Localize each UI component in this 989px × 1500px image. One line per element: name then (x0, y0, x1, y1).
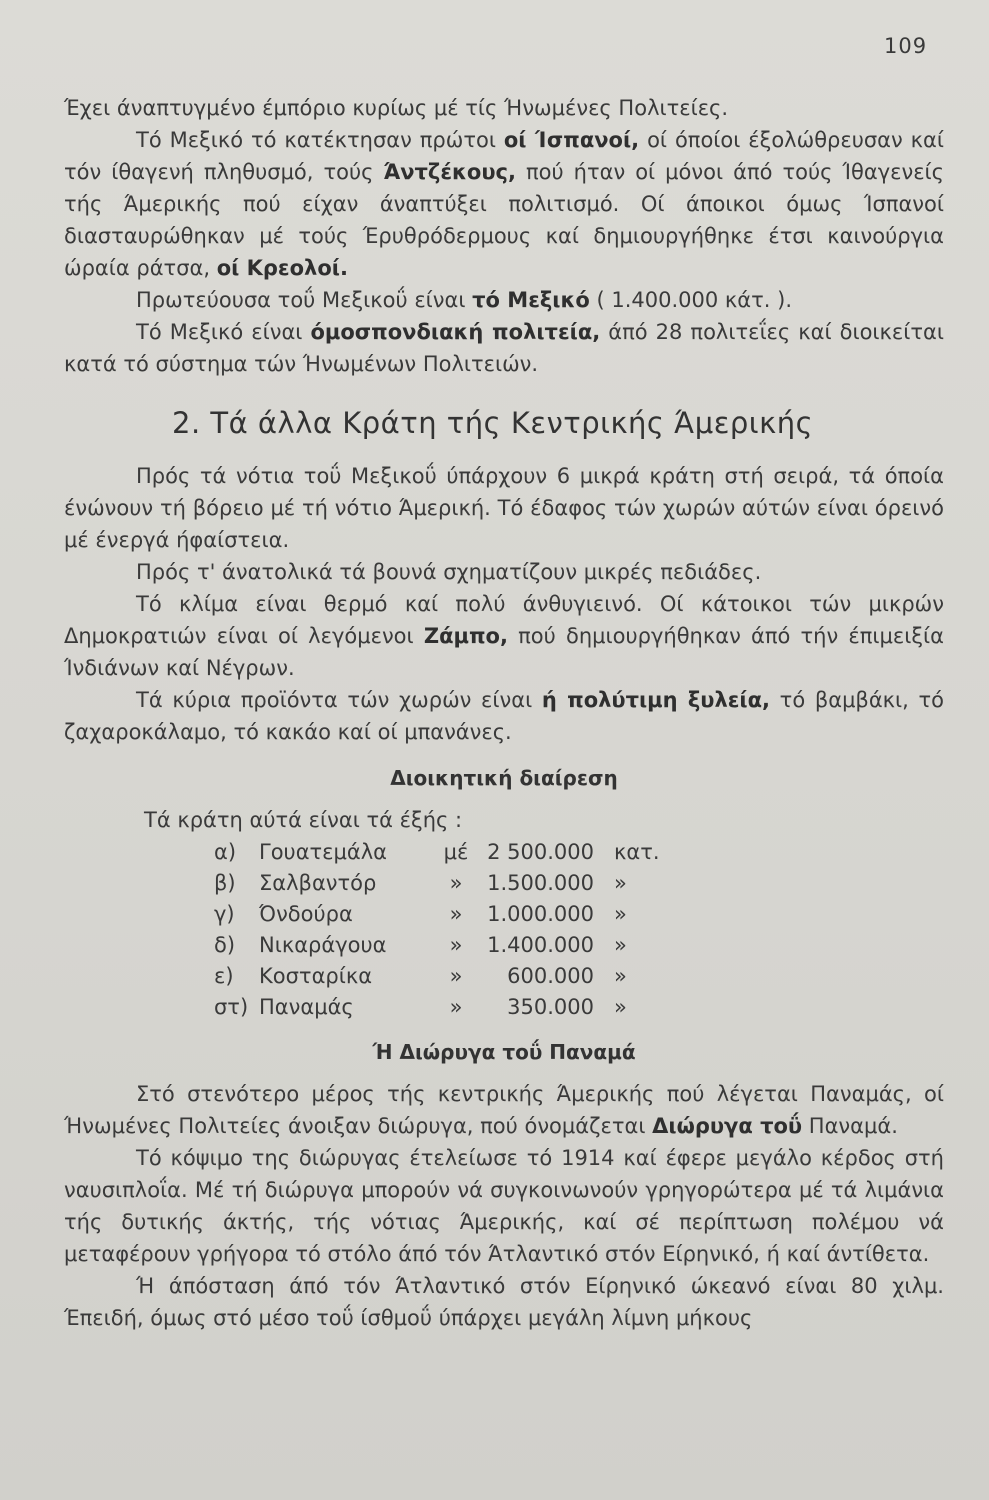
paragraph-trade: Έχει άναπτυγμένο έμπόριο κυρίως μέ τίς Ήνωμένες Πολιτείες. (64, 96, 729, 120)
table-row: γ) Όνδούρα » 1.000.000 » (214, 901, 627, 926)
emphasis-spaniards: οί Ίσπανοί, (503, 128, 640, 152)
emphasis-capital: τό Μεξικό (472, 288, 590, 312)
section-title: 2. Τά άλλα Κράτη τής Κεντρικής Άμερικής (172, 406, 814, 440)
admin-heading: Διοικητική διαίρεση (390, 766, 618, 790)
emphasis-aztecs: Άντζέκους, (383, 160, 516, 184)
table-row: στ) Παναμάς » 350.000 » (214, 994, 627, 1019)
paragraph-products: Τά κύρια προϊόντα τών χωρών είναι ή πολύτιμη ξυλεία, τό βαμβάκι, τό ζαχαροκάλαμο, τό κακάο καί οί μπανάνες. (64, 688, 944, 744)
page-content (64, 92, 944, 1334)
paragraph-capital: Πρωτεύουσα τοΰ Μεξικοΰ είναι τό Μεξικό ( 1.400.000 κάτ. ). (136, 288, 793, 312)
panama-heading: Ή Διώρυγα τοΰ Παναμά (372, 1040, 636, 1064)
paragraph-location: Πρός τά νότια τοΰ Μεξικοΰ ύπάρχουν 6 μικρά κράτη στή σειρά, τά όποία ένώνουν τή βόρειο μέ τή νότιο Άμερική. Τό έδαφος τών χωρών αύτών είναι όρεινό μέ ένεργά ήφαίστεια. (64, 464, 944, 552)
table-row: ε) Κοσταρίκα » 600.000 » (214, 963, 627, 988)
paragraph-federation: Τό Μεξικό είναι όμοσπονδιακή πολιτεία, άπό 28 πολιτεΐες καί διοικείται κατά τό σύστημα τών Ήνωμένων Πολιτειών. (64, 320, 944, 376)
admin-intro: Τά κράτη αύτά είναι τά έξής : (144, 808, 463, 832)
table-row: β) Σαλβαντόρ » 1.500.000 » (214, 870, 627, 895)
page-number: 109 (884, 34, 928, 58)
table-row: δ) Νικαράγουα » 1.400.000 » (214, 932, 627, 957)
emphasis-canal: Διώρυγα τοΰ (652, 1114, 803, 1138)
paragraph-climate: Τό κλίμα είναι θερμό καί πολύ άνθυγιεινό. Οί κάτοικοι τών μικρών Δημοκρατιών είναι οί λεγόμενοι Ζάμπο, πού δημιουργήθηκαν άπό τήν έπιμειξία Ίνδιάνων καί Νέγρων. (64, 592, 944, 680)
paragraph-conquest: Τό Μεξικό τό κατέκτησαν πρώτοι οί Ίσπανοί, οί όποίοι έξολώθρευσαν καί τόν ίθαγενή πληθυσμό, τούς Άντζέκους, πού ήταν οί μόνοι άπό τούς Ίθαγενείς τής Άμερικής πού είχαν άναπτύξει πολιτισμό. Οί άποικοι όμως Ίσπανοί διασταυρώθηκαν μέ τούς Έρυθρόδερμους καί δημιουργήθηκε έτσι καινούργια ώραία ράτσα, οί Κρεολοί. (64, 128, 944, 280)
emphasis-federation: όμοσπονδιακή πολιτεία, (310, 320, 601, 344)
paragraph-plains: Πρός τ' άνατολικά τά βουνά σχηματίζουν μικρές πεδιάδες. (136, 560, 762, 584)
paragraph-canal-benefit: Τό κόψιμο της διώρυγας έτελείωσε τό 1914 καί έφερε μεγάλο κέρδος στή ναυσιπλοΐα. Μέ τή διώρυγα μπορούν νά συγκοινωνούν γρηγορώτερα μέ τά λιμάνια τής δυτικής άκτής, τής νότιας Άμερικής, καί σέ περίπτωση πολέμου νά μεταφέρουν γρήγορα τό στόλο άπό τόν Άτλαντικό στόν Είρηνικό, ή καί άντίθετα. (64, 1146, 944, 1266)
emphasis-zambo: Ζάμπο, (423, 624, 508, 648)
states-table (214, 836, 674, 1022)
paragraph-canal: Στό στενότερο μέρος τής κεντρικής Άμερικής πού λέγεται Παναμάς, οί Ήνωμένες Πολιτείες άνοιξαν διώρυγα, πού όνομάζεται Διώρυγα τοΰ Παναμά. (64, 1082, 944, 1138)
emphasis-creoles: οί Κρεολοί. (216, 256, 348, 280)
paragraph-distance: Ή άπόσταση άπό τόν Άτλαντικό στόν Είρηνικό ώκεανό είναι 80 χιλμ. Έπειδή, όμως στό μέσο τοΰ ίσθμοΰ ύπάρχει μεγάλη λίμνη μήκους (64, 1274, 944, 1330)
emphasis-timber: ή πολύτιμη ξυλεία, (541, 688, 771, 712)
table-row: α) Γουατεμάλα μέ 2 500.000 κατ. (214, 839, 660, 864)
